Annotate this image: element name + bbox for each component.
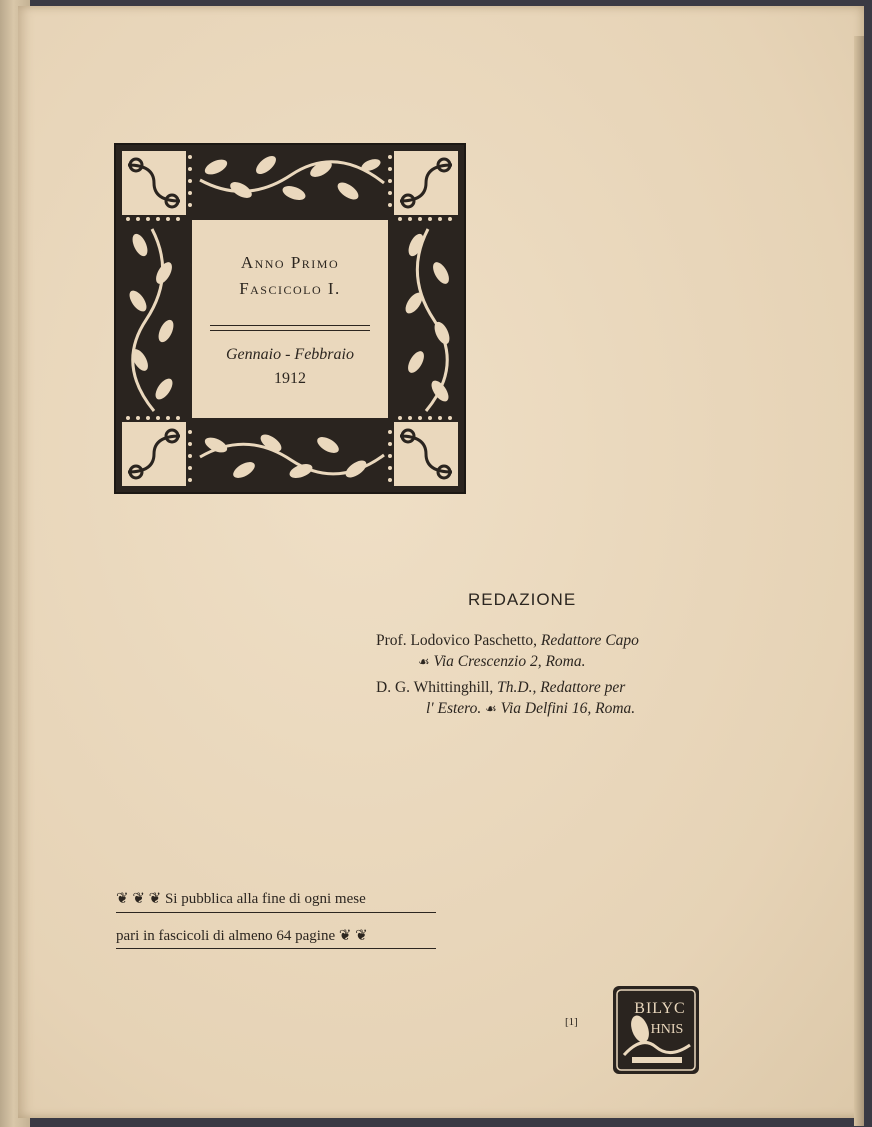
- editor1-name: Prof. Lodovico Paschetto,: [376, 632, 538, 649]
- editor2-role: Redattore per: [540, 679, 626, 696]
- editor2-name: D. G. Whittinghill,: [376, 679, 494, 696]
- publisher-logo-icon: [612, 985, 700, 1075]
- editor1-line1: [376, 632, 639, 650]
- page-number: [1]: [565, 1016, 578, 1028]
- frame-divider: [210, 325, 370, 331]
- editor2-line2: [426, 700, 635, 718]
- editor1-role: Redattore Capo: [540, 632, 639, 649]
- redazione-heading: REDAZIONE: [468, 590, 577, 609]
- svg-text:HNIS: HNIS: [650, 1022, 684, 1037]
- volume-label: Anno Primo: [240, 253, 340, 272]
- svg-text:BILYC: BILYC: [634, 1000, 686, 1017]
- editor2-line1: [376, 679, 625, 697]
- issue-year: 1912: [274, 370, 306, 387]
- editor1-line2: [418, 653, 586, 671]
- leaf-ornament-icon: ☙: [418, 654, 430, 669]
- notice-rule-bottom: [116, 948, 436, 949]
- ornamental-frame: [114, 143, 466, 494]
- editor2-role-cont: l' Estero.: [426, 700, 482, 717]
- page-right-edge: [854, 36, 864, 1126]
- issue-months: Gennaio - Febbraio: [226, 346, 354, 363]
- issue-label: Fascicolo I.: [239, 279, 341, 298]
- publication-notice-line1: [116, 889, 436, 908]
- notice-text-2: pari in fascicoli di almeno 64 pagine: [116, 928, 336, 944]
- publication-notice-line2: [116, 926, 436, 945]
- editor2-title: Th.D.,: [497, 679, 537, 696]
- editor2-address: Via Delfini 16, Roma.: [500, 700, 636, 717]
- notice-text-1: Si pubblica alla fine di ogni mese: [164, 891, 366, 907]
- frame-panel: [192, 220, 388, 418]
- notice-rule-top: [116, 912, 436, 913]
- leaf-ornament-icon: ❦ ❦ ❦: [116, 891, 162, 907]
- editor1-address: Via Crescenzio 2, Roma.: [433, 653, 586, 670]
- leaf-ornament-icon: ☙: [485, 701, 497, 716]
- leaf-ornament-icon: ❦ ❦: [338, 928, 368, 944]
